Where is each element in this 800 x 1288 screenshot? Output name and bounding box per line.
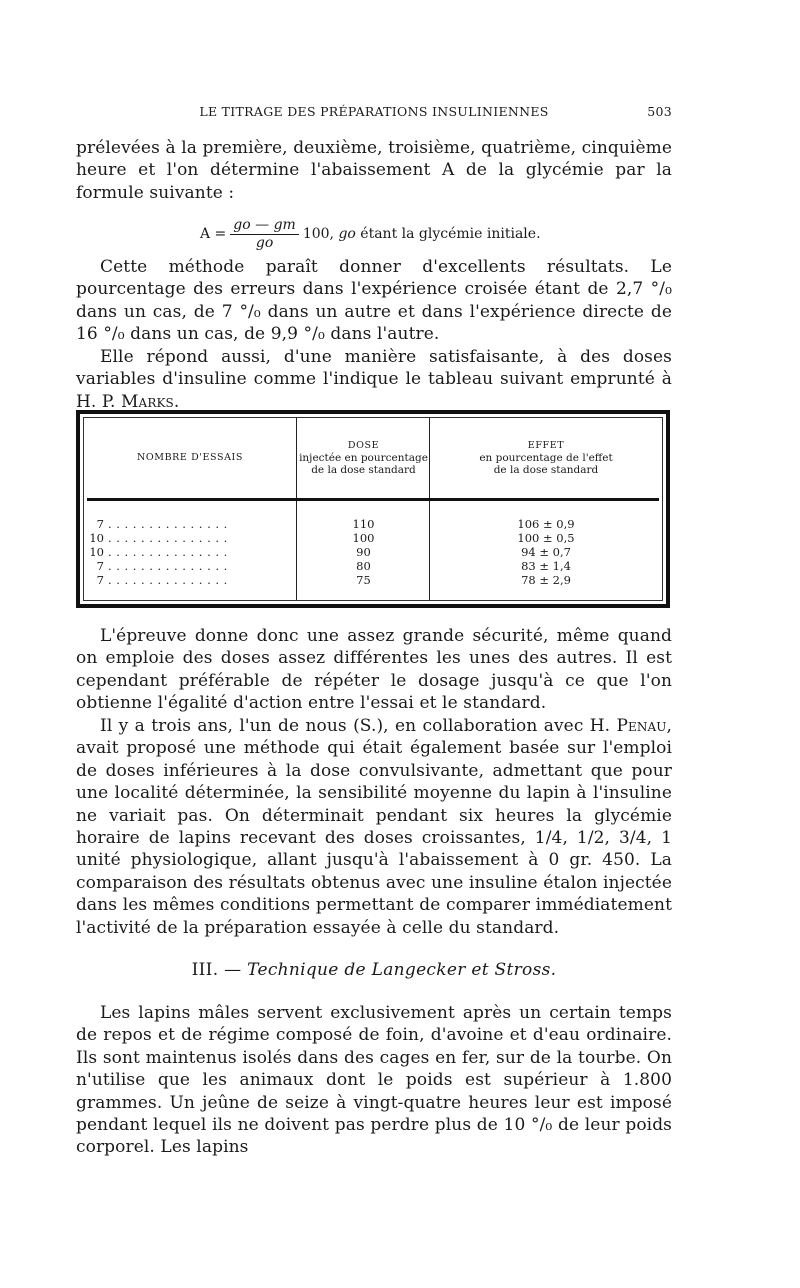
table-row: 7 ...............: [96, 559, 232, 573]
formula-numerator: go — gm: [230, 217, 299, 235]
table-cell-dose: 75: [356, 573, 371, 587]
table-row: 7 ...............: [96, 517, 232, 531]
paragraph-5-text-a: Il y a trois ans, l'un de nous (S.), en collaboration avec H.: [100, 716, 611, 736]
paragraph-1: [76, 137, 672, 204]
formula-variable: go: [338, 226, 356, 242]
table-row: 10 ...............: [89, 545, 232, 559]
formula-factor: 100,: [302, 226, 334, 242]
table-cell-dose: 80: [356, 559, 371, 573]
formula-denominator: go: [255, 234, 274, 251]
table-row: 7 ...............: [96, 573, 232, 587]
author-penau: Penau,: [616, 716, 672, 736]
table-cell-dose: 90: [356, 545, 371, 559]
paragraph-3: [76, 346, 672, 413]
paragraph-6-text: Les lapins mâles servent exclusivement après un certain temps de repos et de régime composé de foin, d'avoine et d'eau ordinaire. Ils sont maintenus isolés dans des cages en fer, sur de la tourbe. On n'utilise que les animaux dont le poids est supérieur à 1.800 grammes. Un jeûne de seize à vingt-quatre heures leur est imposé pendant lequel ils ne doivent pas perdre plus de 10 °/₀ de leur poids corporel. Les lapins: [76, 1003, 672, 1158]
page-number: 503: [647, 104, 672, 119]
author-marks: Marks.: [121, 391, 180, 412]
formula-fraction: [230, 217, 299, 252]
column-effet: [429, 418, 662, 600]
table-cell-effet: 106 ± 0,9: [517, 517, 575, 531]
header-rule: [87, 498, 659, 501]
dose-effect-table: [76, 410, 670, 608]
header-effet: EFFET en pourcentage de l'effet de la dose standard: [479, 439, 613, 476]
running-title: LE TITRAGE DES PRÉPARATIONS INSULINIENNES: [199, 104, 549, 119]
table-cell-effet: 100 ± 0,5: [517, 531, 575, 545]
running-header: [76, 104, 672, 124]
formula-explanation: étant la glycémie initiale.: [360, 226, 541, 242]
paragraph-5-text-b: avait proposé une méthode qui était également basée sur l'emploi de doses inférieures à la dose convulsivante, admettant que pour une localité déterminée, la sensibilité moyenne du lapin à l'insuline ne variait pas. On déterminait pendant six heures la glycémie horaire de lapins recevant des doses croissantes, 1/4, 1/2, 3/4, 1 unité physiologique, allant jusqu'à l'abaissement à 0 gr. 450. La comparaison des résultats obtenus avec une insuline étalon injectée dans les mêmes conditions permettant de comparer immédiatement l'activité de la préparation essayée à celle du standard.: [76, 738, 672, 938]
paragraph-5: [76, 715, 672, 939]
table-cell-effet: 83 ± 1,4: [521, 559, 571, 573]
column-essais: [84, 418, 296, 600]
header-essais: NOMBRE D'ESSAIS: [136, 451, 244, 463]
paragraph-4-text: L'épreuve donne donc une assez grande sécurité, même quand on emploie des doses assez différentes les unes des autres. Il est cependant préférable de répéter le dosage jusqu'à ce que l'on obtienne l'égalité d'action entre l'essai et le standard.: [76, 626, 672, 714]
header-dose: DOSE injectée en pourcentage de la dose standard: [299, 439, 428, 476]
table-cell-dose: 100: [352, 531, 375, 545]
formula: [200, 212, 541, 256]
table-cell-effet: 78 ± 2,9: [521, 573, 571, 587]
paragraph-2: [76, 256, 672, 346]
section-number: III. —: [191, 960, 242, 980]
paragraph-1-text: prélevées à la première, deuxième, troisième, quatrième, cinquième heure et l'on détermine l'abaissement A de la glycémie par la formule suivante :: [76, 138, 672, 203]
table-cell-effet: 94 ± 0,7: [521, 545, 571, 559]
paragraph-6: [76, 1002, 672, 1159]
paragraph-4: [76, 625, 672, 715]
table-row: 10 ...............: [89, 531, 232, 545]
formula-lhs: A =: [200, 226, 227, 242]
section-heading: [76, 960, 672, 980]
paragraph-3-text: Elle répond aussi, d'une manière satisfaisante, à des doses variables d'insuline comme l'indique le tableau suivant emprunté à H. P.: [76, 347, 672, 412]
column-dose: [296, 418, 430, 600]
section-title: Technique de Langecker et Stross.: [247, 960, 557, 980]
table-cell-dose: 110: [352, 517, 375, 531]
paragraph-2-text: Cette méthode paraît donner d'excellents résultats. Le pourcentage des erreurs dans l'expérience croisée étant de 2,7 °/₀ dans un cas, de 7 °/₀ dans un autre et dans l'expérience directe de 16 °/₀ dans un cas, de 9,9 °/₀ dans l'autre.: [76, 257, 672, 345]
